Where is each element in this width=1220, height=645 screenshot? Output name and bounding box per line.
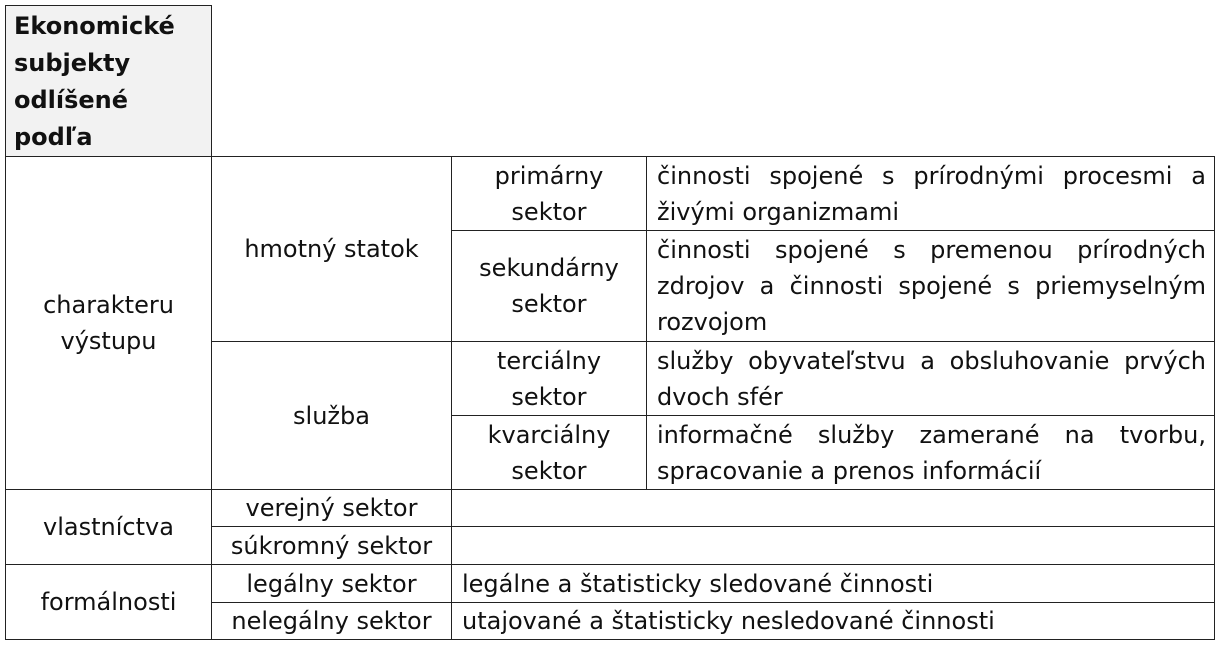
sector-legal-label: legálny sektor (246, 569, 417, 598)
sector-primary-desc (646, 156, 1215, 231)
sector-public (211, 489, 452, 527)
sector-illegal-label: nelegálny sektor (231, 607, 432, 635)
sector-secondary-desc-text: činnosti spojené s premenou prírodných zdrojov a činnosti spojené s priemyselným rozvojom (657, 236, 1206, 336)
category-formality (5, 564, 212, 640)
sector-private-desc (451, 526, 1215, 565)
category-ownership (5, 489, 212, 565)
sector-quaternary (451, 415, 647, 490)
sector-tertiary-desc-text: služby obyvateľstvu a obsluhovanie prvých dvoch sfér (657, 347, 1206, 411)
sector-private-label: súkromný sektor (230, 531, 433, 560)
sector-primary-desc-text: činnosti spojené s prírodnými procesmi a živými organizmami (657, 162, 1206, 226)
sector-illegal-desc (451, 602, 1215, 640)
sector-tertiary-label: terciálny sektor (496, 346, 602, 411)
sector-legal (211, 564, 452, 603)
category-output (5, 156, 212, 490)
sector-legal-desc-text: legálne a štatisticky sledované činnosti (462, 569, 934, 598)
subcategory-tangible-label: hmotný statok (244, 235, 419, 263)
sector-primary (451, 156, 647, 231)
sector-secondary-label: sekundárny sektor (479, 254, 619, 318)
sector-primary-label: primárny sektor (494, 161, 604, 226)
subcategory-service-label: služba (293, 401, 370, 430)
sector-public-label: verejný sektor (245, 494, 418, 522)
sector-private (211, 526, 452, 565)
sector-public-desc (451, 489, 1215, 527)
sector-quaternary-label: kvarciálny sektor (487, 420, 611, 485)
sector-illegal (211, 602, 452, 640)
sector-tertiary (451, 341, 647, 416)
category-formality-label: formálnosti (40, 588, 177, 616)
header-label: Ekonomické subjekty odlíšené podľa (14, 12, 175, 151)
sector-quaternary-desc-text: informačné služby zamerané na tvorbu, spracovanie a prenos informácií (657, 421, 1206, 485)
subcategory-tangible (211, 156, 452, 342)
sector-legal-desc (451, 564, 1215, 603)
sector-quaternary-desc (646, 415, 1215, 490)
sector-secondary (451, 230, 647, 342)
sector-tertiary-desc (646, 341, 1215, 416)
category-ownership-label: vlastníctva (43, 513, 174, 541)
category-output-label: charakteru výstupu (43, 291, 174, 355)
sector-secondary-desc (646, 230, 1215, 342)
subcategory-service (211, 341, 452, 490)
sector-illegal-desc-text: utajované a štatisticky nesledované činnosti (462, 607, 995, 635)
table-header (5, 5, 212, 157)
